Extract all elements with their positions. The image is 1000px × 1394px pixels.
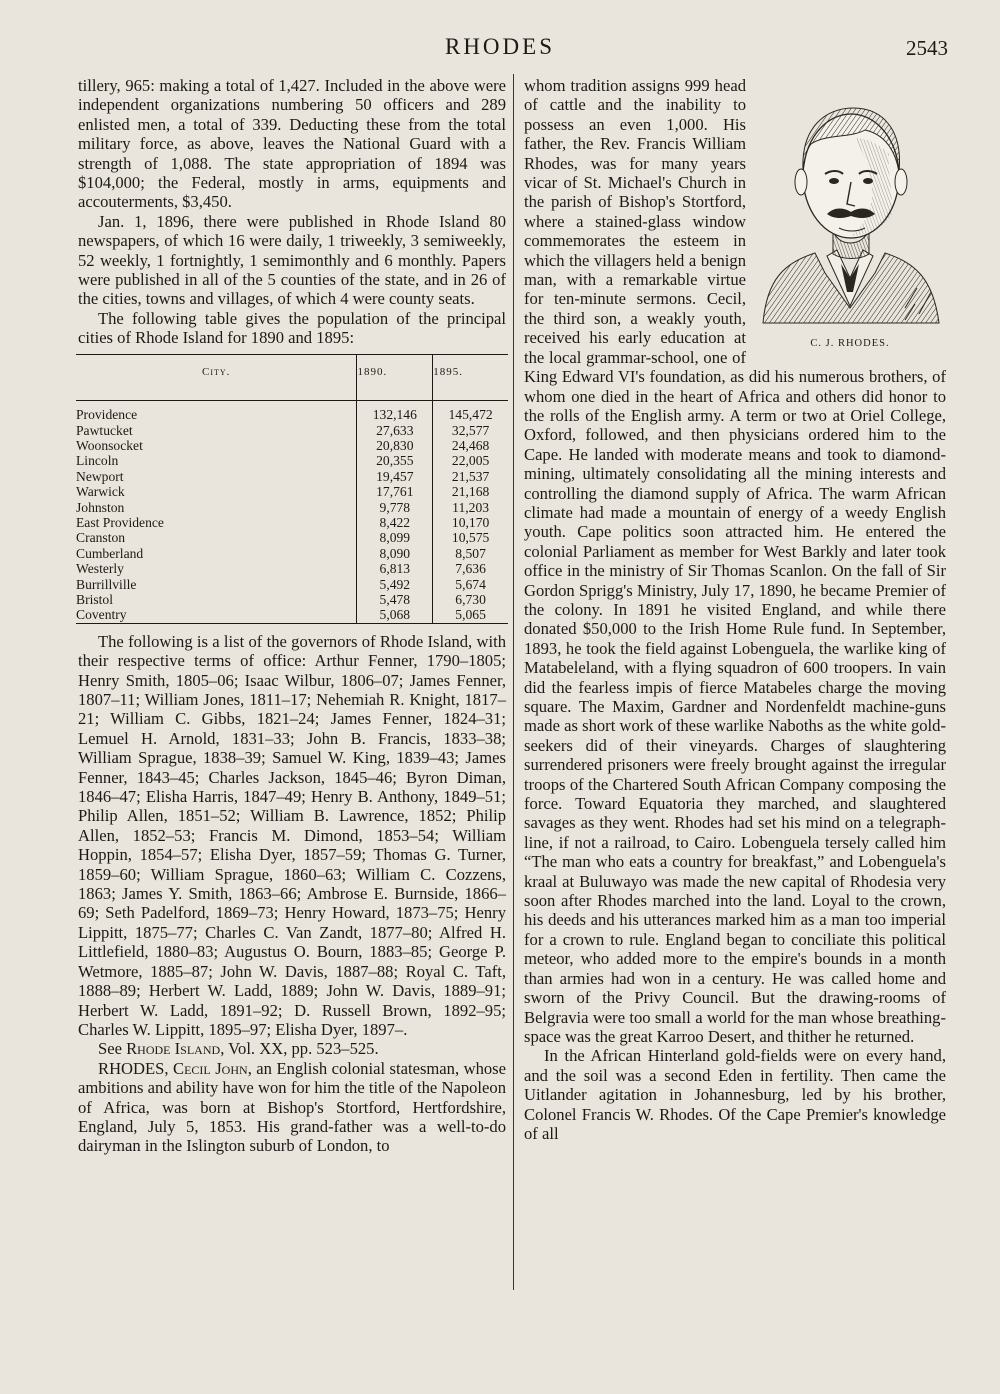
population-table xyxy=(76,354,508,624)
pop-1890: 8,099 xyxy=(357,530,433,545)
pop-1890: 8,090 xyxy=(357,546,433,561)
city-name: Newport xyxy=(76,468,124,484)
city-name: East Providence xyxy=(76,514,164,530)
pop-1895: 11,203 xyxy=(433,500,508,515)
table-row xyxy=(76,500,508,515)
see-prefix: See xyxy=(98,1039,127,1059)
table-intro-paragraph: The following table gives the population of the principal cities of Rhode Island for 1890 and 1895: xyxy=(78,308,506,348)
city-name: Cranston xyxy=(76,530,126,546)
pop-1890: 132,146 xyxy=(357,401,433,423)
pop-1895: 5,065 xyxy=(433,607,508,623)
city-name: Coventry xyxy=(76,607,127,623)
page-number: 2543 xyxy=(906,36,948,60)
pop-1895: 8,507 xyxy=(433,546,508,561)
pop-1890: 20,830 xyxy=(357,438,433,453)
pop-1890: 8,422 xyxy=(357,515,433,530)
pop-1890: 5,478 xyxy=(357,592,433,607)
pop-1890: 20,355 xyxy=(357,453,433,468)
table-row xyxy=(76,453,508,468)
table-row xyxy=(76,607,508,623)
table-row xyxy=(76,423,508,438)
table-row xyxy=(76,546,508,561)
running-head: RHODES xyxy=(444,34,555,59)
entry-given-names: Cecil John xyxy=(173,1058,248,1078)
pop-1895: 22,005 xyxy=(433,453,508,468)
left-column xyxy=(78,76,506,1156)
city-name: Providence xyxy=(76,407,138,423)
pop-1895: 10,170 xyxy=(433,515,508,530)
city-name: Cumberland xyxy=(76,545,144,561)
pop-1890: 5,492 xyxy=(357,577,433,592)
portrait xyxy=(752,78,948,354)
table-row xyxy=(76,515,508,530)
pop-1895: 6,730 xyxy=(433,592,508,607)
column-divider xyxy=(513,74,514,1290)
hinterland-paragraph: In the African Hinterland gold-fields were on every hand, and the soil was a second Eden in fertility. Then came the Uitlander agitation in Johannesburg, led by his brother, Colonel Francis W. Rhodes. Of the Cape Premier's knowledge of all xyxy=(524,1046,946,1143)
pop-1895: 5,674 xyxy=(433,577,508,592)
column-header-1890: 1890. xyxy=(357,354,433,400)
pop-1895: 24,468 xyxy=(433,438,508,453)
rhodes-entry xyxy=(78,1059,506,1156)
table-row xyxy=(76,438,508,453)
pop-1890: 6,813 xyxy=(357,561,433,576)
biography-paragraph: whom tradition assigns 999 head of cattle and the inability to possess an even 1,000. His father, the Rev. Francis William Rhodes, was for many years vicar of St. Michael's Church in the parish of Bishop's Stortford, where a stained-glass window commemorates the esteem in which the villagers held a benign man, with a remarkable virtue for ten-minute sermons. Cecil, the third son, a weakly youth, received his early education at the local grammar-school, one of King Edward VI's foundation, as did his numerous brothers, of whom one died in the heart of Africa and others did honor to the rolls of the English army. A term or two at Oriel College, Oxford, followed, and then physicians ordered him to the Cape. He landed with moderate means and took to diamond-mining, ultimately consolidating all the mining interests and controlling the diamond supply of Africa. The warm African climate had made a mountain of energy of a weedy English youth. Cape politics soon attracted him. He entered the colonial Parliament as member for West Barkly and later took office in the ministry of Sir Thomas Scanlon. On the fall of Sir Gordon Sprigg's Ministry, July 17, 1890, he became Premier of the colony. In 1891 he visited England, and while there donated $50,000 to the Irish Home Rule fund. In September, 1893, he took the field against Lobenguela, the warlike king of Matabeleland, with a flying squadron of 600 troopers. In vain did the fearless impis of fierce Matabeles charge the moving square. The Maxim, Gardner and Nordenfeldt machine-guns made as short work of these warlike Naboths as the white gold-seekers did of their vineyards. Charges of slaughtering surrendered prisoners were freely brought against the irregular troops of the Chartered South African Company composing the force. Toward Equatoria they marched, and slaughtered savages as they went. Rhodes had set his mind on a telegraph-line, if not a railroad, to Cairo. Lobenguela tersely called him “The man who eats a country for breakfast,” and Lobenguela's kraal at Buluwayo was made the new capital of Rhodesia very soon after Rhodes marched into the land. Loyal to the crown, his deeds and his utterances marked him as a man too imperial for a crown to rule. England began to conciliate this political meteor, who added more to the empire's bounds in a month than armies had won in a century. He was called home and sworn of the Privy Council. But the drawing-rooms of Belgravia were too small a world for the man whose breathing-space was the great Karroo Desert, and thither he returned. xyxy=(524,76,946,1046)
table-row xyxy=(76,592,508,607)
see-ref-suffix: , Vol. XX, pp. 523–525. xyxy=(220,1039,379,1059)
pop-1890: 5,068 xyxy=(357,607,433,623)
pop-1890: 27,633 xyxy=(357,423,433,438)
pop-1895: 145,472 xyxy=(433,401,508,423)
city-name: Burrillville xyxy=(76,576,137,592)
see-reference xyxy=(78,1039,506,1058)
table-row xyxy=(76,484,508,499)
column-header-1895: 1895. xyxy=(433,354,508,400)
city-name: Johnston xyxy=(76,499,125,515)
pop-1895: 21,537 xyxy=(433,469,508,484)
page-header xyxy=(0,34,1000,62)
portrait-engraving xyxy=(755,78,945,328)
pop-1895: 21,168 xyxy=(433,484,508,499)
pop-1890: 17,761 xyxy=(357,484,433,499)
military-paragraph: tillery, 965: making a total of 1,427. Included in the above were independent organizations numbering 50 officers and 289 enlisted men, a total of 339. Deducting these from the total military force, as above, leaves the National Guard with a strength of 1,088. The state appropriation of 1894 was $104,000; the Federal, mostly in arms, equipments and accouterments, $3,450. xyxy=(78,76,506,212)
right-column xyxy=(524,76,946,1143)
city-name: Lincoln xyxy=(76,453,119,469)
city-name: Pawtucket xyxy=(76,422,133,438)
governors-paragraph: The following is a list of the governors of Rhode Island, with their respective terms of office: Arthur Fenner, 1790–1805; Henry Smith, 1805–06; Isaac Wilbur, 1806–07; James Fenner, 1807–11; William Jones, 1811–17; Nehemiah R. Knight, 1817–21; William C. Gibbs, 1821–24; James Fenner, 1824–31; Lemuel H. Arnold, 1831–33; John B. Francis, 1833–38; William Sprague, 1838–39; Samuel W. King, 1839–43; James Fenner, 1843–45; Charles Jackson, 1845–46; Byron Diman, 1846–47; Elisha Harris, 1847–49; Henry B. Anthony, 1849–51; Philip Allen, 1851–52; William B. Lawrence, 1852; Philip Allen, 1852–53; Francis M. Dimond, 1853–54; William Hoppin, 1854–57; Elisha Dyer, 1857–59; Thomas G. Turner, 1859–60; William Sprague, 1860–63; William C. Cozzens, 1863; James Y. Smith, 1863–66; Ambrose E. Burnside, 1866–69; Seth Padelford, 1869–73; Henry Howard, 1873–75; Henry Lippitt, 1875–77; Charles C. Van Zandt, 1877–80; Alfred H. Littlefield, 1880–83; Augustus O. Bourn, 1883–85; George P. Wetmore, 1885–87; John W. Davis, 1887–88; Royal C. Taft, 1888–89; Herbert W. Ladd, 1889; John W. Davis, 1889–91; Herbert W. Ladd, 1891–92; D. Russell Brown, 1892–95; Charles W. Lippitt, 1895–97; Elisha Dyer, 1897–. xyxy=(78,631,506,1039)
city-name: Warwick xyxy=(76,484,125,500)
see-ref-title: Rhode Island xyxy=(126,1039,221,1059)
pop-1895: 10,575 xyxy=(433,530,508,545)
city-name: Woonsocket xyxy=(76,437,143,453)
column-header-city: City. xyxy=(76,354,357,400)
pop-1895: 32,577 xyxy=(433,423,508,438)
table-row xyxy=(76,530,508,545)
table-row xyxy=(76,469,508,484)
table-row xyxy=(76,401,508,423)
table-header-row xyxy=(76,354,508,400)
entry-headword: RHODES, xyxy=(98,1058,169,1078)
pop-1895: 7,636 xyxy=(433,561,508,576)
city-name: Bristol xyxy=(76,591,114,607)
portrait-caption: C. J. RHODES. xyxy=(810,338,890,349)
table-row xyxy=(76,561,508,576)
newspapers-paragraph: Jan. 1, 1896, there were published in Rhode Island 80 newspapers, of which 16 were daily, 1 triweekly, 3 semiweekly, 52 weekly, 1 fortnightly, 1 semimonthly and 6 monthly. Papers were published in all of the 5 counties of the state, and in 26 of the cities, towns and villages, of which 4 were county seats. xyxy=(78,211,506,309)
pop-1890: 19,457 xyxy=(357,469,433,484)
pop-1890: 9,778 xyxy=(357,500,433,515)
city-name: Westerly xyxy=(76,561,124,577)
table-row xyxy=(76,577,508,592)
entry-text: , an English colonial statesman, whose ambitions and ability have won for him the title of the Napoleon of Africa, was born at Bishop's Stortford, Hertfordshire, England, July 5, 1853. His grand-father was a well-to-do dairyman in the Islington suburb of London, to xyxy=(78,1058,506,1156)
